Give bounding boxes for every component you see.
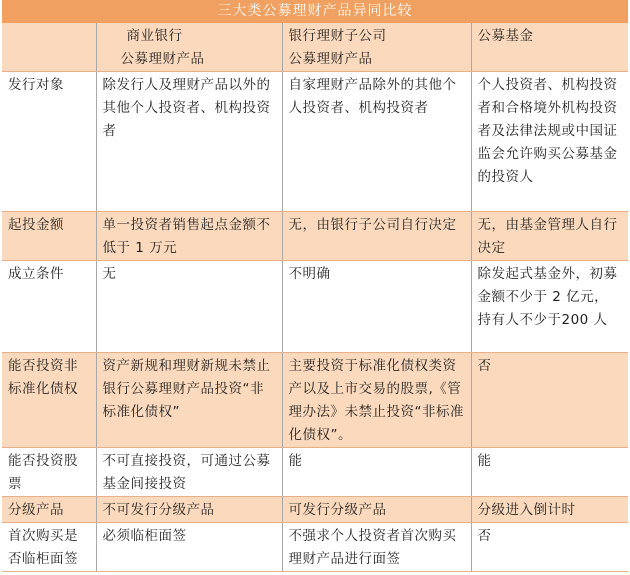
row-label: 起投金额: [2, 212, 96, 261]
table-row: [2, 212, 628, 261]
table-row: [2, 523, 628, 572]
table-row: [2, 353, 628, 448]
header-bank-subsidiary-line1: 银行理财子公司: [288, 28, 387, 44]
cell-public-fund: 否: [471, 353, 628, 448]
cell-commercial-bank: 不可发行分级产品: [96, 497, 282, 523]
header-cell-bank-subsidiary: [282, 23, 471, 72]
header-commercial-bank-line1: 商业银行: [126, 28, 183, 44]
row-label: 能否投资非标准化债权: [2, 353, 96, 448]
row-label: 分级产品: [2, 497, 96, 523]
cell-public-fund: 能: [471, 448, 628, 497]
header-cell-public-fund: [471, 23, 628, 72]
cell-bank-subsidiary: 能: [282, 448, 471, 497]
cell-bank-subsidiary: 可发行分级产品: [282, 497, 471, 523]
cell-commercial-bank: 无: [96, 261, 282, 353]
table-row: [2, 448, 628, 497]
cell-commercial-bank: 不可直接投资，可通过公募基金间接投资: [96, 448, 282, 497]
table-row: [2, 497, 628, 523]
table-title: 三大类公募理财产品异同比较: [2, 0, 628, 23]
row-label: 能否投资股票: [2, 448, 96, 497]
cell-commercial-bank: 资产新规和理财新规未禁止银行公募理财产品投资“非标准化债权”: [96, 353, 282, 448]
header-commercial-bank-line2: 公募理财产品: [120, 51, 205, 67]
cell-public-fund: 否: [471, 523, 628, 572]
row-label: 成立条件: [2, 261, 96, 353]
header-bank-subsidiary-line2: 公募理财产品: [288, 51, 373, 67]
row-label: 首次购买是否临柜面签: [2, 523, 96, 572]
cell-bank-subsidiary: 自家理财产品除外的其他个人投资者、机构投资者: [282, 72, 471, 212]
cell-commercial-bank: 单一投资者销售起点金额不低于 1 万元: [96, 212, 282, 261]
cell-commercial-bank: 必须临柜面签: [96, 523, 282, 572]
comparison-table: [2, 23, 628, 572]
cell-commercial-bank: 除发行人及理财产品以外的其他个人投资者、机构投资者: [96, 72, 282, 212]
row-label: 发行对象: [2, 72, 96, 212]
table-header-row: [2, 23, 628, 72]
cell-bank-subsidiary: 不明确: [282, 261, 471, 353]
cell-public-fund: 无，由基金管理人自行决定: [471, 212, 628, 261]
cell-public-fund: 个人投资者、机构投资者和合格境外机构投资者及法律法规或中国证监会允许购买公募基金的投资人: [471, 72, 628, 212]
header-cell-commercial-bank: [96, 23, 282, 72]
header-public-fund-line1: 公募基金: [477, 28, 534, 44]
cell-bank-subsidiary: 主要投资于标准化债权类资产以及上市交易的股票,《管理办法》未禁止投资“非标准化债权”。: [282, 353, 471, 448]
cell-public-fund: 除发起式基金外，初募金额不少于 2 亿元，持有人不少于200 人: [471, 261, 628, 353]
cell-bank-subsidiary: 无，由银行子公司自行决定: [282, 212, 471, 261]
header-cell-empty: [2, 23, 96, 72]
table-row: [2, 261, 628, 353]
cell-public-fund: 分级进入倒计时: [471, 497, 628, 523]
table-row: [2, 72, 628, 212]
comparison-table-container: [2, 0, 628, 572]
cell-bank-subsidiary: 不强求个人投资者首次购买理财产品进行面签: [282, 523, 471, 572]
